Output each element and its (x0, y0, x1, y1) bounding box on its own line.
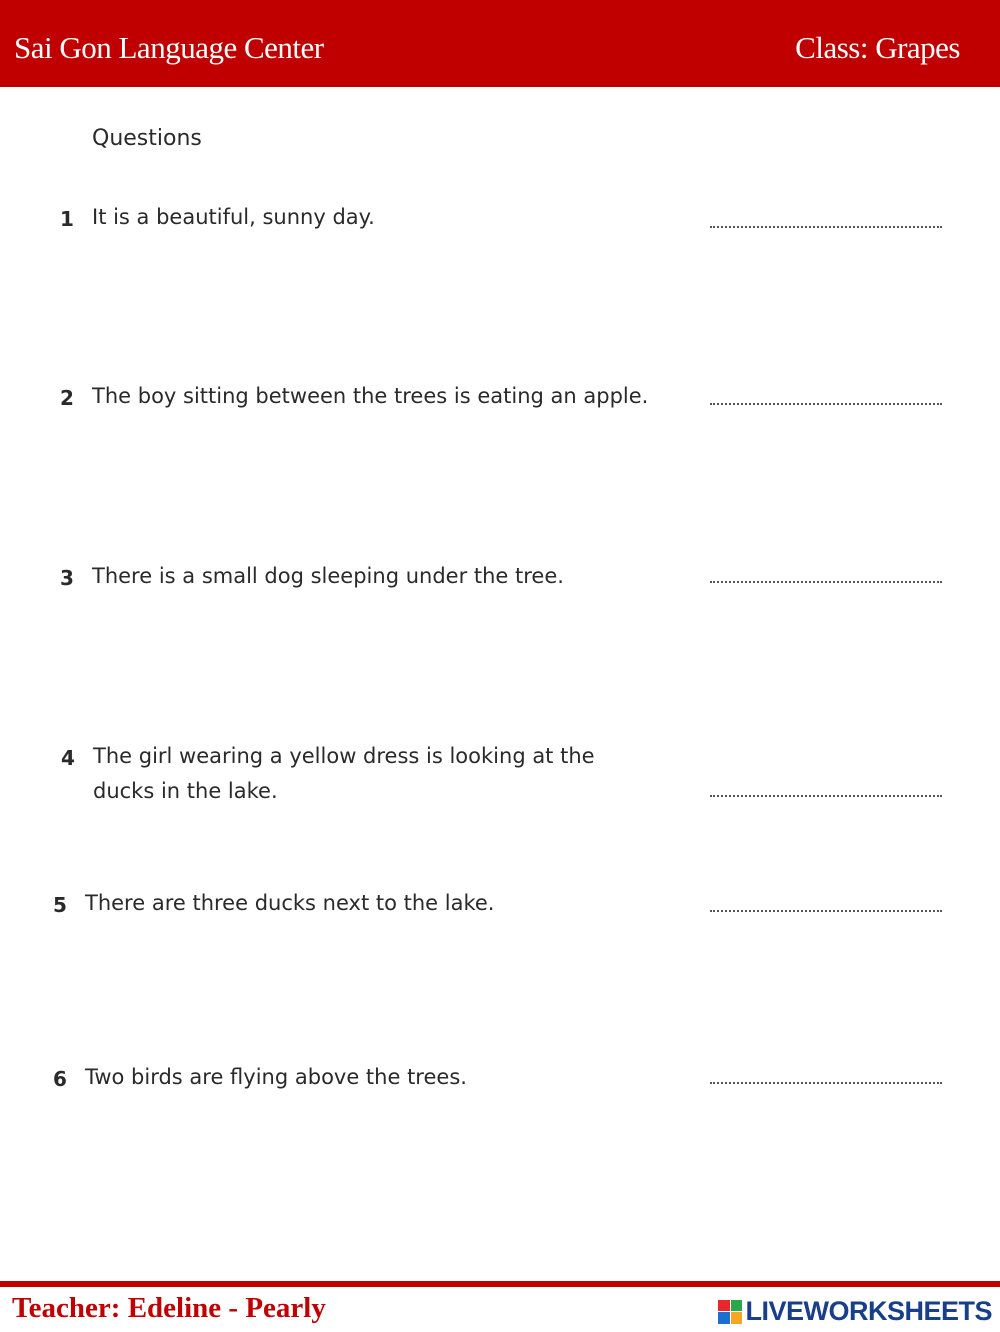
answer-field-1[interactable] (710, 225, 942, 228)
question-number: 6 (53, 1067, 67, 1091)
center-name: Sai Gon Language Center (14, 30, 324, 65)
brand-label: LIVEWORKSHEETS (745, 1296, 992, 1326)
teacher-name: Teacher: Edeline - Pearly (12, 1292, 326, 1324)
question-number: 4 (61, 746, 75, 770)
question-text: There are three ducks next to the lake. (85, 891, 495, 915)
question-number: 5 (53, 893, 67, 917)
answer-field-5[interactable] (710, 909, 942, 912)
question-text-line-2: ducks in the lake. (93, 779, 278, 803)
page-header (0, 0, 1000, 87)
question-text: Two birds are flying above the trees. (85, 1065, 467, 1089)
question-number: 3 (60, 566, 74, 590)
question-number: 2 (60, 386, 74, 410)
answer-field-2[interactable] (710, 402, 942, 405)
question-text-line-1: The girl wearing a yellow dress is looking at the (93, 744, 595, 768)
liveworksheets-logo-icon (718, 1300, 742, 1324)
answer-field-3[interactable] (710, 580, 942, 583)
class-label: Class: Grapes (795, 30, 960, 65)
answer-field-6[interactable] (710, 1081, 942, 1084)
question-text: There is a small dog sleeping under the tree. (92, 564, 564, 588)
question-number: 1 (60, 207, 74, 231)
liveworksheets-brand[interactable] (718, 1296, 992, 1327)
footer-divider (0, 1281, 1000, 1287)
question-text: It is a beautiful, sunny day. (92, 205, 375, 229)
answer-field-4[interactable] (710, 794, 942, 797)
question-text: The boy sitting between the trees is eating an apple. (92, 384, 649, 408)
questions-heading: Questions (92, 126, 202, 151)
